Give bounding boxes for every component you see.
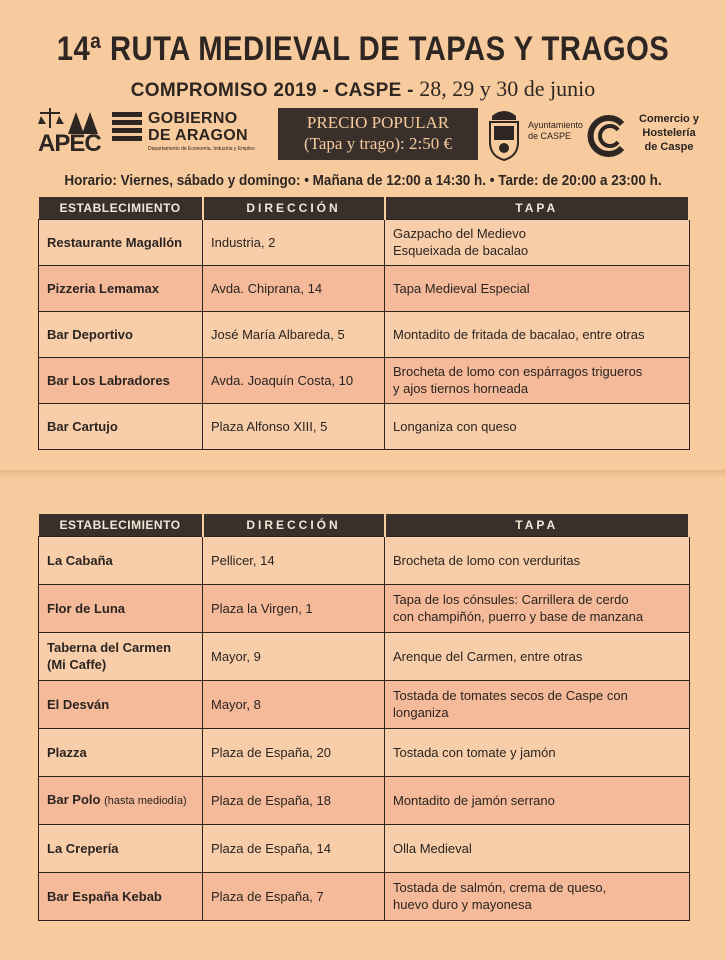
establishment-address-text: Avda. Joaquín Costa, 10 [211, 372, 354, 388]
table-row [39, 632, 690, 680]
table-row [39, 357, 690, 403]
flyer-top-panel [0, 0, 726, 470]
establishment-address [203, 872, 385, 920]
establishment-address [203, 536, 385, 584]
establishment-name-text: La Crepería [47, 840, 119, 856]
tapa-description [385, 632, 690, 680]
establishment-name-text: Restaurante Magallón [47, 234, 183, 250]
page-fold [0, 470, 726, 478]
tapa-description-text: Tostada de salmón, crema de queso, huevo duro y mayonesa [393, 880, 607, 912]
establishment-address-text: Plaza la Virgen, 1 [211, 600, 313, 616]
establishment-address [203, 584, 385, 632]
establishment-name [39, 357, 203, 403]
tapa-description [385, 219, 690, 265]
flyer-bottom-panel [0, 478, 726, 960]
subtitle-dates: 28, 29 y 30 de junio [419, 76, 596, 101]
establishment-address [203, 728, 385, 776]
tapa-description-text: Montadito de jamón serrano [393, 792, 555, 808]
establishment-name-text: La Cabaña [47, 552, 113, 568]
establishment-name [39, 632, 203, 680]
tapa-description [385, 728, 690, 776]
tapa-description [385, 584, 690, 632]
tapa-description [385, 536, 690, 584]
sponsor-logos [38, 106, 698, 166]
establishment-address [203, 632, 385, 680]
price-label: PRECIO POPULAR [306, 113, 450, 132]
establishment-name [39, 872, 203, 920]
table-row [39, 584, 690, 632]
tapa-description-text: Tapa Medieval Especial [393, 280, 530, 296]
gobierno-aragon-logo [112, 110, 262, 166]
table-row [39, 680, 690, 728]
gobierno-line1: GOBIERNO [148, 110, 238, 127]
establishment-address [203, 265, 385, 311]
tapa-description-text: Tostada de tomates secos de Caspe con longaniza [393, 688, 628, 720]
establishment-address-text: Plaza de España, 7 [211, 888, 324, 904]
gobierno-dept: Departamento de Economía, Industria y Empleo [148, 146, 255, 152]
tapa-description [385, 776, 690, 824]
establishment-address [203, 776, 385, 824]
tapa-description-text: Tapa de los cónsules: Carrillera de cerdo con champiñón, puerro y base de manzana [393, 592, 644, 624]
tapa-description-text: Tostada con tomate y jamón [393, 744, 556, 760]
establishment-name [39, 265, 203, 311]
table-row [39, 872, 690, 920]
establishment-address-text: Plaza de España, 20 [211, 744, 331, 760]
tapa-description [385, 403, 690, 449]
establishment-name [39, 311, 203, 357]
establishment-address [203, 680, 385, 728]
comercio-line1: Comercio y [639, 113, 699, 125]
col-establecimiento: ESTABLECIMIENTO [39, 514, 203, 536]
col-tapa: TAPA [385, 514, 690, 536]
table-row [39, 311, 690, 357]
establishment-name [39, 680, 203, 728]
establishment-address [203, 403, 385, 449]
establishment-name-text: Bar España Kebab [47, 888, 162, 904]
establishments-table-1 [38, 197, 690, 450]
tapa-description-text: Olla Medieval [393, 840, 472, 856]
col-establecimiento: ESTABLECIMIENTO [39, 197, 203, 219]
establishment-address [203, 824, 385, 872]
table-body-2 [39, 536, 690, 920]
establishment-name [39, 219, 203, 265]
establishment-name-text: Bar Deportivo [47, 326, 133, 342]
establishment-address-text: Plaza de España, 18 [211, 792, 331, 808]
caspe-crest-logo [484, 106, 524, 162]
establishment-name-text: Flor de Luna [47, 600, 125, 616]
establishment-name [39, 824, 203, 872]
tapa-description [385, 680, 690, 728]
price-box [278, 108, 478, 160]
table-row [39, 265, 690, 311]
table-row [39, 219, 690, 265]
aragon-stripes-icon [112, 112, 142, 142]
tapa-description-text: Brocheta de lomo con verduritas [393, 552, 581, 568]
tapa-description [385, 265, 690, 311]
comercio-hosteleria-logo [586, 114, 630, 158]
gobierno-line2: DE ARAGON [148, 127, 248, 144]
col-direccion: DIRECCIÓN [203, 197, 385, 219]
establishment-address [203, 219, 385, 265]
establishment-name [39, 536, 203, 584]
establishment-address-text: José María Albareda, 5 [211, 326, 345, 342]
swirl-c-icon [586, 114, 630, 158]
establishment-name-text: Bar Los Labradores [47, 372, 170, 388]
establishment-address-text: Avda. Chiprana, 14 [211, 280, 323, 296]
ayuntamiento-label: Ayuntamiento de CASPE [528, 120, 583, 141]
establishment-note: (hasta mediodía) [104, 794, 187, 807]
subtitle [0, 76, 726, 102]
tapa-description-text: Longaniza con queso [393, 418, 517, 434]
establishment-address-text: Pellicer, 14 [211, 552, 275, 568]
establishment-name [39, 776, 203, 824]
establishment-name [39, 584, 203, 632]
apec-logo [38, 108, 102, 160]
tapa-description [385, 311, 690, 357]
tapa-description-text: Brocheta de lomo con espárragos trigueros y ajos tiernos horneada [393, 364, 643, 396]
comercio-hosteleria-text [634, 112, 704, 154]
establishment-address [203, 311, 385, 357]
establishments-table-2 [38, 514, 690, 921]
table-row [39, 776, 690, 824]
table-row [39, 403, 690, 449]
establishment-name-text: Taberna del Carmen (Mi Caffe) [47, 640, 172, 672]
establishment-address-text: Plaza Alfonso XIII, 5 [211, 418, 328, 434]
establishment-name-text: Bar Polo [47, 791, 101, 807]
establishment-address [203, 357, 385, 403]
establishment-name-text: Bar Cartujo [47, 418, 118, 434]
table-body-1 [39, 219, 690, 449]
table-header-row [39, 197, 690, 219]
price-value: (Tapa y trago): 2:50 € [304, 134, 452, 153]
table-row [39, 536, 690, 584]
establishment-name-text: El Desván [47, 696, 110, 712]
comercio-line2: Hostelería [642, 127, 696, 139]
col-tapa: TAPA [385, 197, 690, 219]
comercio-line3: de Caspe [644, 141, 694, 153]
coat-of-arms-icon [484, 106, 524, 162]
establishment-name [39, 403, 203, 449]
subtitle-event: COMPROMISO 2019 - CASPE - [130, 80, 414, 101]
page-title: 14ª RUTA MEDIEVAL DE TAPAS Y TRAGOS [56, 30, 670, 68]
tapa-description [385, 872, 690, 920]
tapa-description-text: Arenque del Carmen, entre otras [393, 648, 583, 664]
establishment-name-text: Pizzeria Lemamax [47, 280, 160, 296]
table-row [39, 728, 690, 776]
tapa-description-text: Gazpacho del Medievo Esqueixada de bacalao [393, 226, 529, 258]
tapa-description [385, 824, 690, 872]
table-header-row [39, 514, 690, 536]
establishment-address-text: Industria, 2 [211, 234, 276, 250]
establishment-address-text: Plaza de España, 14 [211, 840, 331, 856]
establishment-address-text: Mayor, 9 [211, 648, 261, 664]
establishment-name-text: Plazza [47, 744, 87, 760]
establishment-name [39, 728, 203, 776]
establishment-address-text: Mayor, 8 [211, 696, 261, 712]
tapa-description-text: Montadito de fritada de bacalao, entre otras [393, 326, 645, 342]
table-row [39, 824, 690, 872]
col-direccion: DIRECCIÓN [203, 514, 385, 536]
schedule-text: Horario: Viernes, sábado y domingo: • Mañana de 12:00 a 14:30 h. • Tarde: de 20:00 a 23:00 h. [64, 172, 662, 189]
tapa-description [385, 357, 690, 403]
apec-logo-text: APEC [38, 130, 101, 157]
